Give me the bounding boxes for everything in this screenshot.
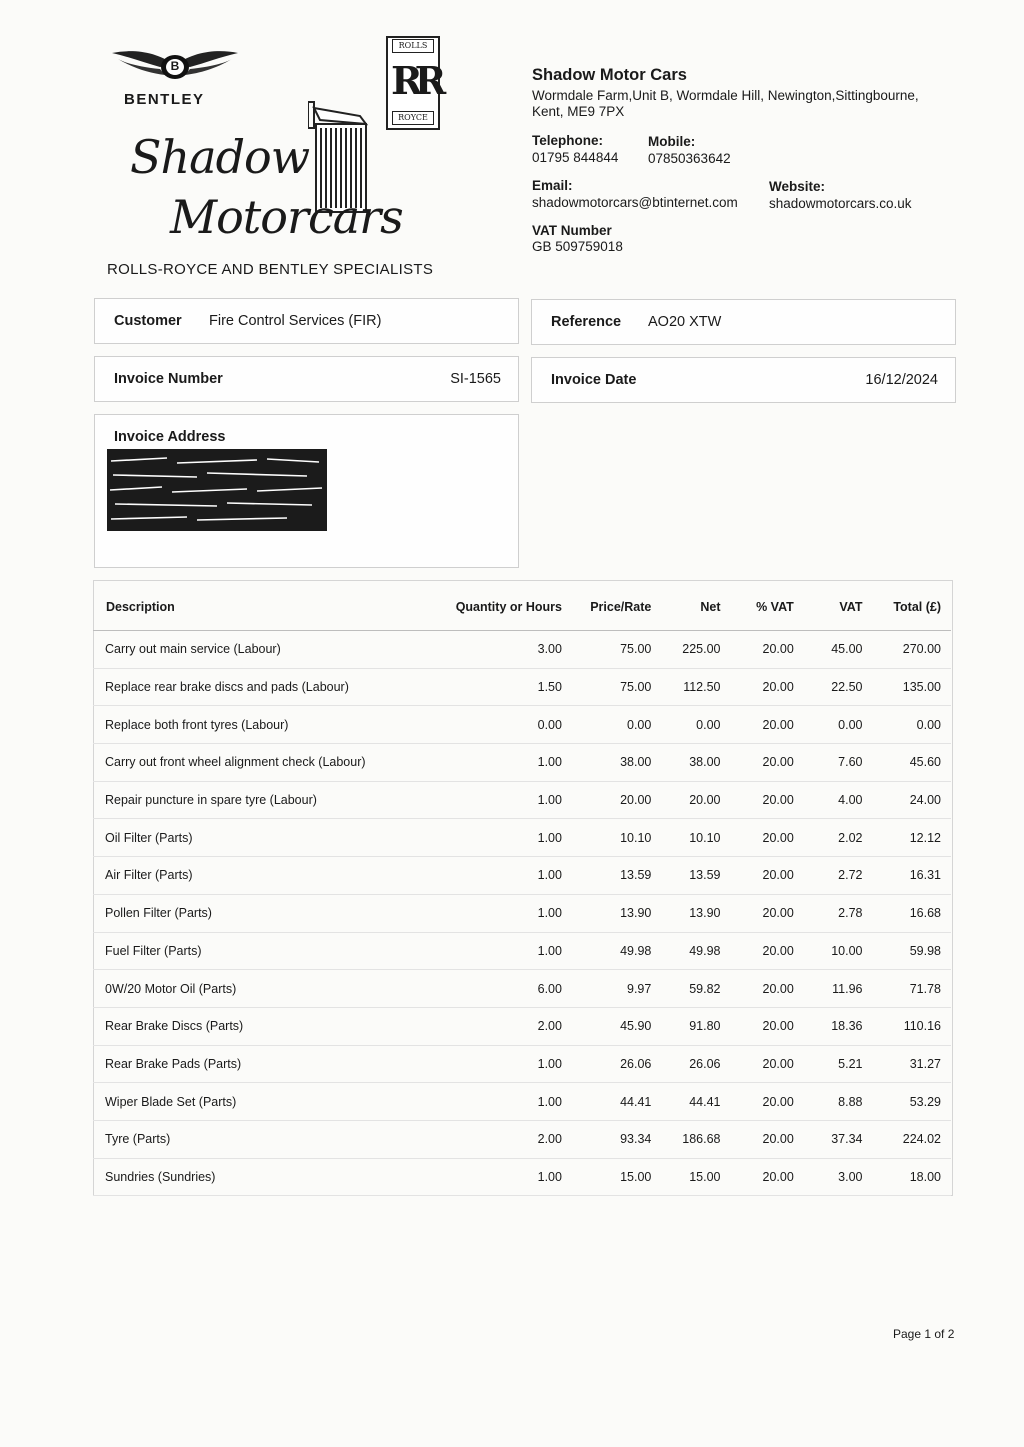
vat-value: GB 509759018	[532, 239, 623, 254]
reference-value: AO20 XTW	[648, 314, 722, 330]
cell-vat: 4.00	[804, 781, 873, 819]
cell-quantity: 1.00	[437, 819, 572, 857]
cell-vat-percent: 20.00	[731, 631, 804, 669]
cell-net: 13.90	[661, 894, 730, 932]
company-address-2: Kent, ME9 7PX	[532, 104, 625, 119]
cell-description: Pollen Filter (Parts)	[93, 894, 437, 932]
cell-total: 71.78	[872, 970, 951, 1008]
col-vat-percent: % VAT	[731, 583, 804, 631]
table-row	[93, 706, 951, 744]
cell-vat-percent: 20.00	[731, 781, 804, 819]
table-row	[93, 819, 951, 857]
cell-net: 91.80	[661, 1007, 730, 1045]
cell-description: 0W/20 Motor Oil (Parts)	[93, 970, 437, 1008]
table-row	[93, 932, 951, 970]
mobile-label: Mobile:	[648, 134, 696, 149]
cell-price: 20.00	[572, 781, 661, 819]
cell-vat: 22.50	[804, 668, 873, 706]
customer-box	[94, 298, 519, 344]
cell-vat: 8.88	[804, 1083, 873, 1121]
table-row	[93, 631, 951, 669]
brand-tagline: ROLLS-ROYCE AND BENTLEY SPECIALISTS	[107, 261, 434, 278]
table-header-row	[93, 583, 951, 631]
cell-vat-percent: 20.00	[731, 1007, 804, 1045]
cell-total: 45.60	[872, 744, 951, 782]
cell-net: 44.41	[661, 1083, 730, 1121]
cell-vat: 2.78	[804, 894, 873, 932]
cell-vat-percent: 20.00	[731, 857, 804, 895]
cell-description: Carry out main service (Labour)	[93, 631, 437, 669]
bentley-text: BENTLEY	[124, 91, 205, 108]
cell-total: 12.12	[872, 819, 951, 857]
cell-price: 15.00	[572, 1158, 661, 1196]
cell-vat-percent: 20.00	[731, 970, 804, 1008]
invoice-date-value: 16/12/2024	[865, 372, 938, 388]
cell-total: 0.00	[872, 706, 951, 744]
cell-description: Sundries (Sundries)	[93, 1158, 437, 1196]
email-value: shadowmotorcars@btinternet.com	[532, 195, 738, 210]
cell-description: Rear Brake Discs (Parts)	[93, 1007, 437, 1045]
rr-bottom-text: ROYCE	[392, 111, 434, 125]
vat-label: VAT Number	[532, 223, 612, 238]
cell-price: 44.41	[572, 1083, 661, 1121]
cell-quantity: 1.00	[437, 1045, 572, 1083]
cell-price: 45.90	[572, 1007, 661, 1045]
invoice-date-label: Invoice Date	[551, 372, 637, 388]
cell-total: 270.00	[872, 631, 951, 669]
brand-motorcars: Motorcars	[170, 190, 403, 244]
items-table	[93, 583, 951, 1196]
cell-description: Replace both front tyres (Labour)	[93, 706, 437, 744]
mobile-value: 07850363642	[648, 151, 731, 166]
cell-price: 9.97	[572, 970, 661, 1008]
cell-total: 18.00	[872, 1158, 951, 1196]
cell-quantity: 1.00	[437, 1083, 572, 1121]
cell-price: 93.34	[572, 1120, 661, 1158]
company-address-1: Wormdale Farm,Unit B, Wormdale Hill, Newington,Sittingbourne,	[532, 88, 919, 103]
cell-vat: 2.02	[804, 819, 873, 857]
cell-description: Replace rear brake discs and pads (Labour)	[93, 668, 437, 706]
cell-net: 38.00	[661, 744, 730, 782]
cell-price: 0.00	[572, 706, 661, 744]
cell-description: Repair puncture in spare tyre (Labour)	[93, 781, 437, 819]
cell-description: Tyre (Parts)	[93, 1120, 437, 1158]
cell-vat-percent: 20.00	[731, 1158, 804, 1196]
redacted-address-block	[107, 449, 327, 531]
cell-description: Wiper Blade Set (Parts)	[93, 1083, 437, 1121]
cell-net: 112.50	[661, 668, 730, 706]
cell-description: Air Filter (Parts)	[93, 857, 437, 895]
cell-description: Carry out front wheel alignment check (Labour)	[93, 744, 437, 782]
reference-label: Reference	[551, 314, 622, 330]
cell-vat: 10.00	[804, 932, 873, 970]
company-name: Shadow Motor Cars	[532, 66, 687, 84]
cell-vat: 5.21	[804, 1045, 873, 1083]
table-row	[93, 781, 951, 819]
cell-total: 135.00	[872, 668, 951, 706]
cell-vat-percent: 20.00	[731, 932, 804, 970]
invoice-address-label: Invoice Address	[114, 429, 226, 445]
cell-net: 20.00	[661, 781, 730, 819]
brand-shadow: Shadow	[130, 130, 310, 184]
cell-vat: 45.00	[804, 631, 873, 669]
cell-description: Fuel Filter (Parts)	[93, 932, 437, 970]
cell-total: 224.02	[872, 1120, 951, 1158]
cell-vat-percent: 20.00	[731, 706, 804, 744]
cell-price: 13.59	[572, 857, 661, 895]
cell-vat-percent: 20.00	[731, 1120, 804, 1158]
cell-net: 225.00	[661, 631, 730, 669]
invoice-number-box	[94, 356, 519, 402]
cell-net: 15.00	[661, 1158, 730, 1196]
website-label: Website:	[769, 179, 826, 194]
cell-total: 110.16	[872, 1007, 951, 1045]
rolls-royce-badge	[386, 36, 440, 130]
cell-vat: 37.34	[804, 1120, 873, 1158]
cell-price: 26.06	[572, 1045, 661, 1083]
cell-vat-percent: 20.00	[731, 1083, 804, 1121]
cell-vat-percent: 20.00	[731, 744, 804, 782]
cell-vat: 11.96	[804, 970, 873, 1008]
bentley-badge-letter: B	[170, 59, 180, 73]
cell-quantity: 1.00	[437, 744, 572, 782]
cell-quantity: 3.00	[437, 631, 572, 669]
customer-value: Fire Control Services (FIR)	[209, 313, 382, 329]
cell-quantity: 1.00	[437, 1158, 572, 1196]
cell-net: 49.98	[661, 932, 730, 970]
cell-vat: 2.72	[804, 857, 873, 895]
table-row	[93, 894, 951, 932]
cell-price: 75.00	[572, 668, 661, 706]
cell-quantity: 2.00	[437, 1007, 572, 1045]
table-row	[93, 1120, 951, 1158]
cell-quantity: 0.00	[437, 706, 572, 744]
col-price: Price/Rate	[572, 583, 661, 631]
cell-total: 16.31	[872, 857, 951, 895]
cell-vat-percent: 20.00	[731, 819, 804, 857]
table-row	[93, 1007, 951, 1045]
table-row	[93, 1045, 951, 1083]
cell-vat-percent: 20.00	[731, 668, 804, 706]
cell-quantity: 1.50	[437, 668, 572, 706]
cell-total: 59.98	[872, 932, 951, 970]
invoice-number-label: Invoice Number	[114, 371, 223, 387]
invoice-address-box	[94, 414, 519, 568]
cell-price: 49.98	[572, 932, 661, 970]
cell-net: 59.82	[661, 970, 730, 1008]
table-row	[93, 1083, 951, 1121]
rr-monogram: RR	[391, 58, 439, 103]
invoice-date-box	[531, 357, 956, 403]
cell-vat: 3.00	[804, 1158, 873, 1196]
col-total: Total (£)	[872, 583, 951, 631]
cell-quantity: 1.00	[437, 932, 572, 970]
col-net: Net	[661, 583, 730, 631]
rr-top-text: ROLLS	[392, 39, 434, 53]
cell-price: 13.90	[572, 894, 661, 932]
cell-quantity: 1.00	[437, 894, 572, 932]
cell-total: 16.68	[872, 894, 951, 932]
cell-price: 75.00	[572, 631, 661, 669]
table-row	[93, 857, 951, 895]
page-number: Page 1 of 2	[893, 1327, 955, 1341]
table-row	[93, 744, 951, 782]
cell-quantity: 6.00	[437, 970, 572, 1008]
items-table-body	[93, 631, 951, 1196]
cell-description: Rear Brake Pads (Parts)	[93, 1045, 437, 1083]
cell-net: 10.10	[661, 819, 730, 857]
cell-vat-percent: 20.00	[731, 1045, 804, 1083]
cell-quantity: 1.00	[437, 781, 572, 819]
table-row	[93, 668, 951, 706]
col-description: Description	[93, 583, 437, 631]
cell-description: Oil Filter (Parts)	[93, 819, 437, 857]
cell-vat-percent: 20.00	[731, 894, 804, 932]
cell-quantity: 2.00	[437, 1120, 572, 1158]
telephone-value: 01795 844844	[532, 150, 619, 165]
reference-box	[531, 299, 956, 345]
table-row	[93, 970, 951, 1008]
customer-label: Customer	[114, 313, 182, 329]
telephone-label: Telephone:	[532, 133, 604, 148]
bentley-logo	[110, 45, 240, 111]
cell-quantity: 1.00	[437, 857, 572, 895]
cell-total: 53.29	[872, 1083, 951, 1121]
col-quantity: Quantity or Hours	[437, 583, 572, 631]
cell-total: 24.00	[872, 781, 951, 819]
email-label: Email:	[532, 178, 573, 193]
cell-net: 13.59	[661, 857, 730, 895]
cell-vat: 0.00	[804, 706, 873, 744]
invoice-number-value: SI-1565	[450, 371, 501, 387]
cell-total: 31.27	[872, 1045, 951, 1083]
cell-net: 0.00	[661, 706, 730, 744]
table-row	[93, 1158, 951, 1196]
cell-vat: 7.60	[804, 744, 873, 782]
cell-net: 186.68	[661, 1120, 730, 1158]
cell-price: 38.00	[572, 744, 661, 782]
col-vat: VAT	[804, 583, 873, 631]
cell-vat: 18.36	[804, 1007, 873, 1045]
cell-net: 26.06	[661, 1045, 730, 1083]
website-value: shadowmotorcars.co.uk	[769, 196, 912, 211]
cell-price: 10.10	[572, 819, 661, 857]
